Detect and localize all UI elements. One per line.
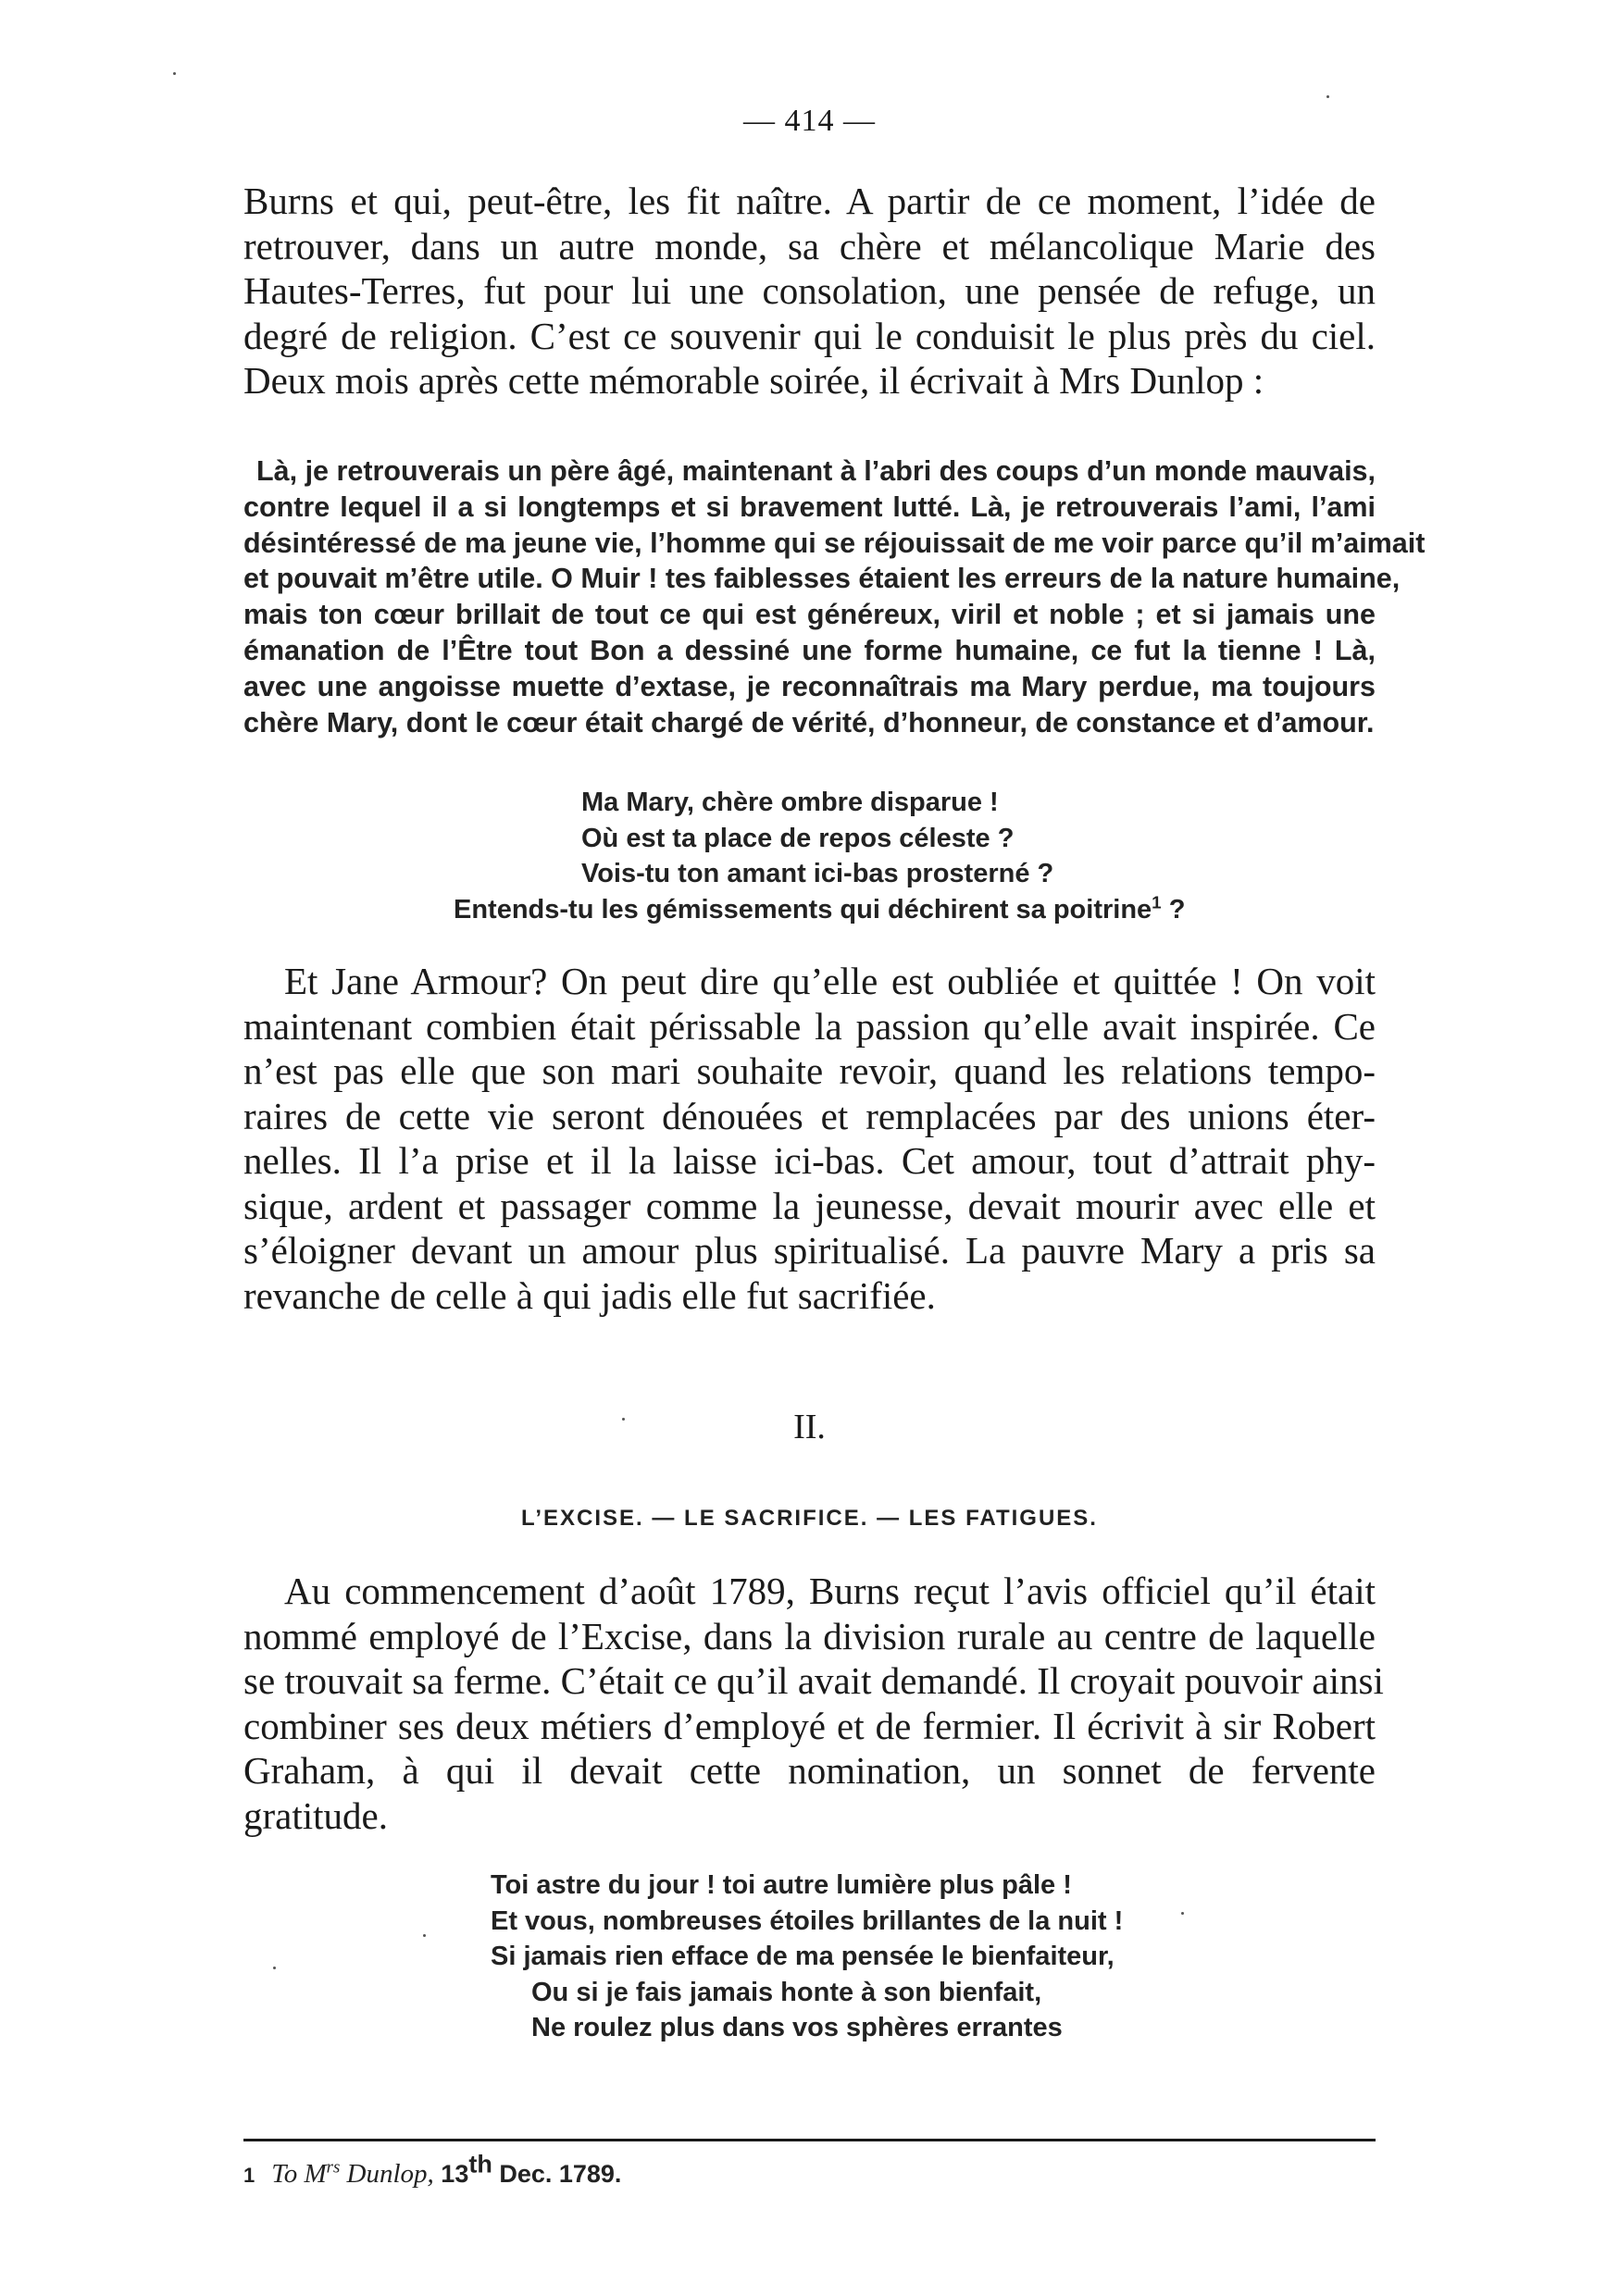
text-line: raires de cette vie seront dénouées et remplacées par des unions éter- — [243, 1094, 1376, 1137]
footnote-ref: 1 — [1152, 892, 1162, 912]
text-line: nommé employé de l’Excise, dans la division rurale au centre de laquelle — [243, 1614, 1376, 1657]
quote-line: désintéressé de ma jeune vie, l’homme qui se réjouissait de me voir parce qu’il m’aimait — [243, 527, 1426, 559]
verse-line-end: ? — [1161, 894, 1186, 925]
footnote-name: Dunlop, — [340, 2159, 434, 2189]
footnote-divider — [243, 2139, 1376, 2141]
quote-line: et pouvait m’être utile. O Muir ! tes faiblesses étaient les erreurs de la nature humaine, — [243, 563, 1401, 595]
quoted-letter — [243, 453, 1426, 740]
text-line: Graham, à qui il devait cette nomination, un sonnet de fervente — [243, 1749, 1376, 1792]
paragraph-2 — [243, 959, 1376, 1318]
verse-1 — [454, 785, 1185, 927]
verse-line: Ma Mary, chère ombre disparue ! — [581, 788, 999, 817]
verse-line: Toi astre du jour ! toi autre lumière plus pâle ! — [491, 1870, 1072, 1900]
text-line: Et Jane Armour? On peut dire qu’elle est oubliée et quittée ! On voit — [284, 960, 1376, 1002]
paragraph-3 — [243, 1569, 1384, 1838]
scan-speck — [273, 1967, 276, 1969]
verse-line: Ou si je fais jamais honte à son bienfait, — [531, 1977, 1042, 2007]
text-line: Burns et qui, peut-être, les fit naître. A partir de ce moment, l’idée de — [243, 180, 1376, 222]
text-line: s’éloigner devant un amour plus spiritualisé. La pauvre Mary a pris sa — [243, 1229, 1376, 1272]
verse-line: Et vous, nombreuses étoiles brillantes de la nuit ! — [491, 1905, 1124, 1936]
verse-line: Où est ta place de repos céleste ? — [581, 823, 1015, 853]
footnote-day-sup: th — [468, 2150, 492, 2178]
verse-line-text: Entends-tu les gémissements qui déchirent sa poitrine — [454, 894, 1152, 925]
footnote-day: 13 — [433, 2160, 469, 2188]
verse-line: Vois-tu ton amant ici-bas prosterné ? — [581, 859, 1054, 889]
quote-line: mais ton cœur brillait de tout ce qui est généreux, viril et noble ; et si jamais une — [243, 599, 1376, 631]
verse-line: Si jamais rien efface de ma pensée le bienfaiteur, — [491, 1942, 1115, 1972]
footnote-to: To M — [271, 2159, 327, 2189]
quote-line: contre lequel il a si longtemps et si bravement lutté. Là, je retrouverais l’ami, l’ami — [243, 490, 1376, 523]
text-line: sique, ardent et passager comme la jeunesse, devait mourir avec elle et — [243, 1184, 1376, 1227]
quote-line: avec une angoisse muette d’extase, je reconnaîtrais ma Mary perdue, ma toujours — [243, 670, 1376, 702]
footnote-mark: 1 — [243, 2164, 255, 2187]
scan-speck — [423, 1934, 426, 1937]
text-line: se trouvait sa ferme. C’était ce qu’il avait demandé. Il croyait pouvoir ainsi — [243, 1659, 1384, 1702]
page-number: — 414 — — [743, 104, 876, 138]
text-line: degré de religion. C’est ce souvenir qui le conduisit le plus près du ciel. — [243, 314, 1376, 357]
text-line: Hautes-Terres, fut pour lui une consolation, une pensée de refuge, un — [243, 269, 1376, 312]
section-title: L’EXCISE. — LE SACRIFICE. — LES FATIGUES. — [521, 1506, 1098, 1531]
section-number: II. — [793, 1408, 826, 1446]
text-line: gratitude. — [243, 1793, 388, 1837]
scan-speck — [1326, 95, 1329, 98]
footnote — [243, 2150, 622, 2190]
text-line: Deux mois après cette mémorable soirée, il écrivait à Mrs Dunlop : — [243, 359, 1264, 402]
text-line: combiner ses deux métiers d’employé et de fermier. Il écrivit à sir Robert — [243, 1704, 1376, 1747]
text-line: n’est pas elle que son mari souhaite revoir, quand les relations tempo- — [243, 1049, 1376, 1092]
paragraph-1 — [243, 179, 1376, 403]
quote-line: Là, je retrouverais un père âgé, maintenant à l’abri des coups d’un monde mauvais, — [256, 455, 1376, 487]
scan-speck — [622, 1418, 625, 1421]
quote-line: chère Mary, dont le cœur était chargé de vérité, d’honneur, de constance et d’amour. — [243, 706, 1375, 738]
scan-speck — [173, 72, 176, 75]
verse-line: Ne roulez plus dans vos sphères errantes — [531, 2013, 1063, 2043]
verse-line — [454, 892, 1185, 928]
verse-2 — [491, 1868, 1123, 2046]
text-line: maintenant combien était périssable la passion qu’elle avait inspirée. Ce — [243, 1004, 1376, 1048]
text-line: nelles. Il l’a prise et il la laisse ici-bas. Cet amour, tout d’attrait phy- — [243, 1139, 1376, 1182]
footnote-title-sup: rs — [326, 2157, 341, 2178]
text-line: Au commencement d’août 1789, Burns reçut l’avis officiel qu’il était — [284, 1570, 1376, 1612]
scan-speck — [1181, 1912, 1184, 1915]
text-line: retrouver, dans un autre monde, sa chère et mélancolique Marie des — [243, 224, 1376, 267]
text-line: revanche de celle à qui jadis elle fut sacrifiée. — [243, 1273, 936, 1317]
footnote-rest: Dec. 1789. — [492, 2160, 622, 2188]
quote-line: émanation de l’Être tout Bon a dessiné une forme humaine, ce fut la tienne ! Là, — [243, 634, 1376, 666]
